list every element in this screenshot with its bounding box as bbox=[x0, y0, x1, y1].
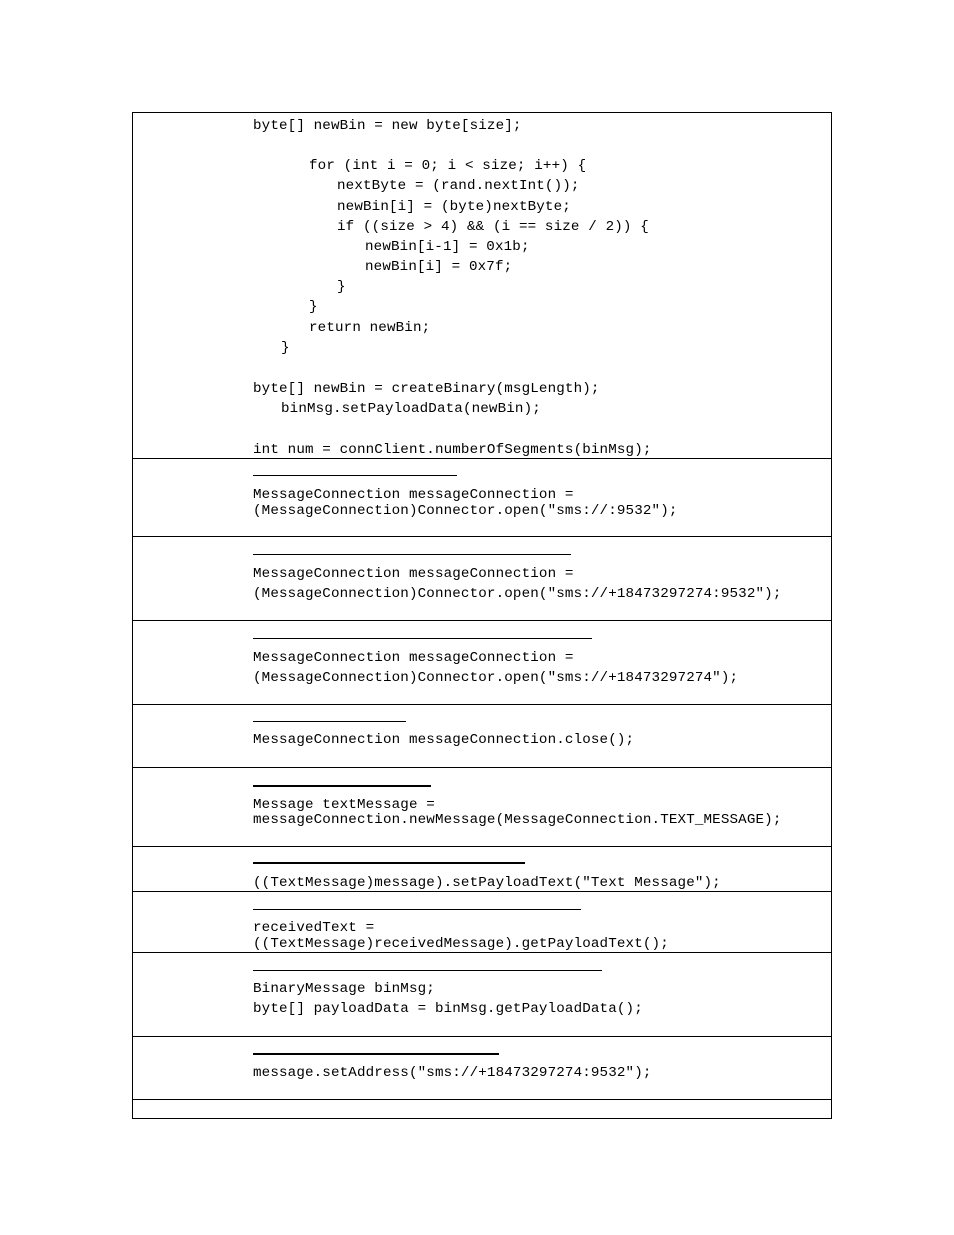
code-line: (MessageConnection)Connector.open("sms://+18473297274:9532"); bbox=[253, 586, 782, 602]
code-line: return newBin; bbox=[309, 320, 431, 336]
table-row bbox=[133, 704, 831, 768]
code-line: newBin[i-1] = 0x1b; bbox=[365, 239, 530, 255]
table-row bbox=[133, 1036, 831, 1100]
code-line: messageConnection.newMessage(MessageConnection.TEXT_MESSAGE); bbox=[253, 812, 782, 828]
code-line: } bbox=[309, 299, 318, 315]
table-row bbox=[133, 767, 831, 847]
code-line: if ((size > 4) && (i == size / 2)) { bbox=[337, 219, 649, 235]
table-row bbox=[133, 846, 831, 892]
code-line: byte[] newBin = new byte[size]; bbox=[253, 118, 522, 134]
code-table bbox=[132, 112, 832, 1119]
code-line: MessageConnection messageConnection.close(); bbox=[253, 732, 635, 748]
code-line: ((TextMessage)receivedMessage).getPayloadText(); bbox=[253, 936, 669, 952]
blank-rule bbox=[253, 970, 602, 971]
code-line: MessageConnection messageConnection = bbox=[253, 650, 574, 666]
table-row bbox=[133, 620, 831, 705]
table-row bbox=[133, 458, 831, 537]
code-line: MessageConnection messageConnection = bbox=[253, 487, 574, 503]
blank-rule bbox=[253, 475, 457, 476]
code-line: binMsg.setPayloadData(newBin); bbox=[281, 401, 541, 417]
code-line: MessageConnection messageConnection = bbox=[253, 566, 574, 582]
blank-rule bbox=[253, 909, 581, 910]
code-line: newBin[i] = 0x7f; bbox=[365, 259, 513, 275]
table-row bbox=[133, 891, 831, 953]
code-line: for (int i = 0; i < size; i++) { bbox=[309, 158, 587, 174]
blank-rule bbox=[253, 1053, 499, 1055]
table-row bbox=[133, 536, 831, 621]
blank-rule bbox=[253, 554, 571, 555]
code-line: receivedText = bbox=[253, 920, 375, 936]
code-line: } bbox=[281, 340, 290, 356]
code-line: newBin[i] = (byte)nextByte; bbox=[337, 199, 571, 215]
code-line: nextByte = (rand.nextInt()); bbox=[337, 178, 580, 194]
code-line: (MessageConnection)Connector.open("sms://:9532"); bbox=[253, 503, 678, 519]
blank-rule bbox=[253, 785, 431, 787]
blank-rule bbox=[253, 721, 406, 722]
blank-rule bbox=[253, 862, 525, 864]
blank-rule bbox=[253, 638, 592, 639]
code-line: byte[] payloadData = binMsg.getPayloadData(); bbox=[253, 1001, 643, 1017]
code-line: } bbox=[337, 279, 346, 295]
code-line: BinaryMessage binMsg; bbox=[253, 981, 435, 997]
table-row bbox=[133, 952, 831, 1037]
code-line: int num = connClient.numberOfSegments(binMsg); bbox=[253, 442, 652, 458]
code-line: Message textMessage = bbox=[253, 797, 435, 813]
table-row-empty bbox=[133, 1099, 831, 1118]
code-line: byte[] newBin = createBinary(msgLength); bbox=[253, 381, 600, 397]
code-line: (MessageConnection)Connector.open("sms://+18473297274"); bbox=[253, 670, 739, 686]
table-row bbox=[133, 113, 831, 459]
code-line: ((TextMessage)message).setPayloadText("Text Message"); bbox=[253, 875, 721, 891]
code-line: message.setAddress("sms://+18473297274:9532"); bbox=[253, 1065, 652, 1081]
